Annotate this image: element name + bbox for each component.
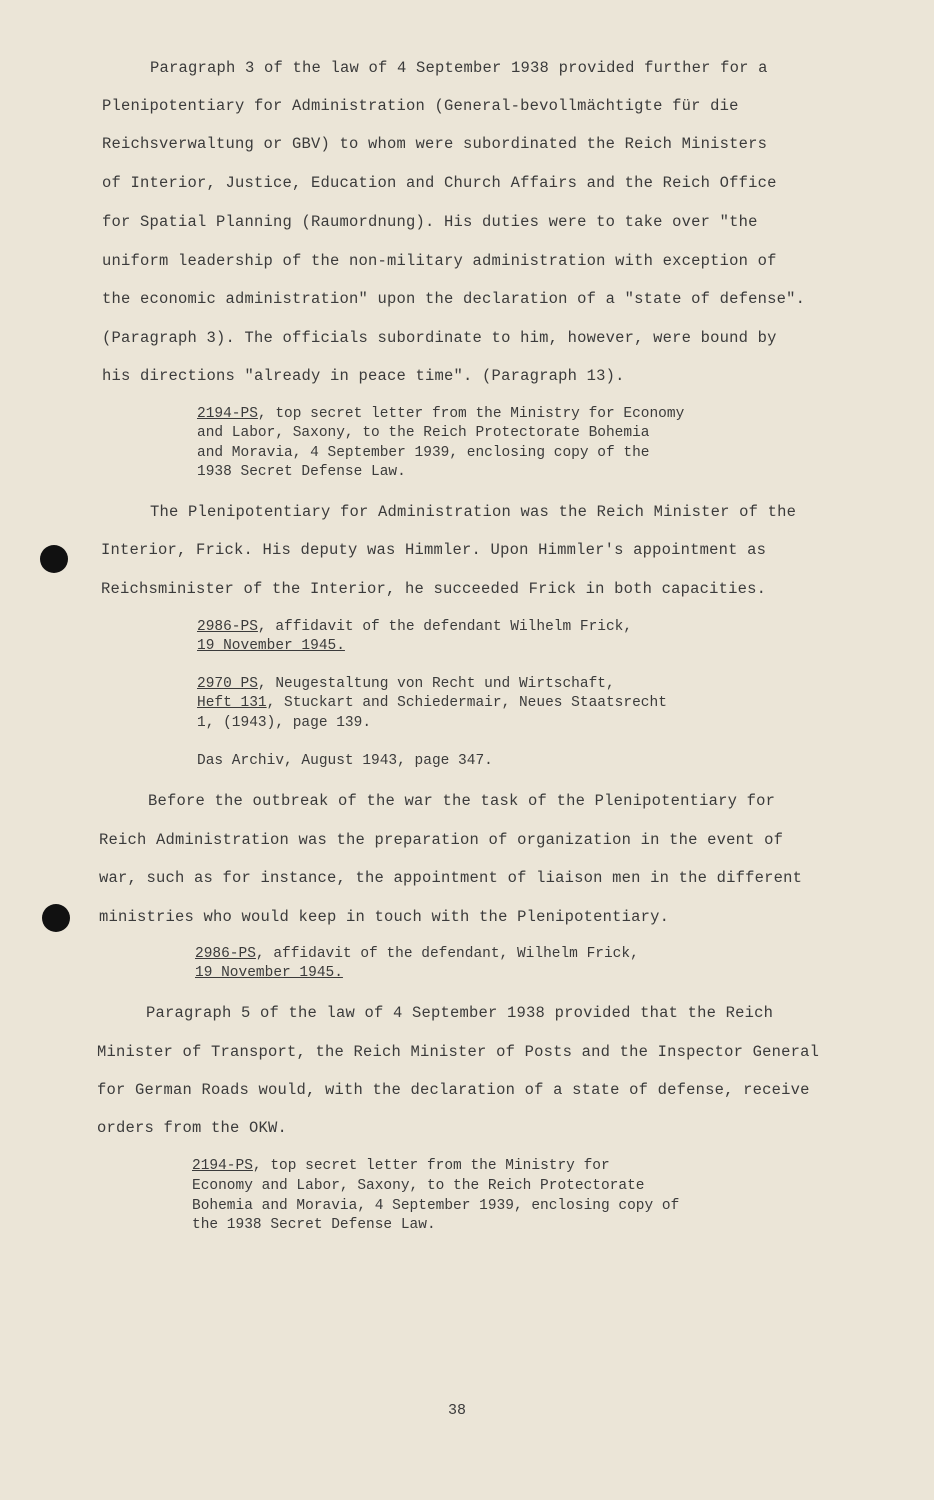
- citation-line: 1, (1943), page 139.: [197, 715, 372, 731]
- paragraph-line: Reichsminister of the Interior, he succeeded Frick in both capacities.: [101, 580, 767, 598]
- citation-line: 2986-PS, affidavit of the defendant Wilhelm Frick,: [197, 619, 633, 635]
- paragraph-line: of Interior, Justice, Education and Church Affairs and the Reich Office: [102, 174, 777, 192]
- paragraph-line: Interior, Frick. His deputy was Himmler. Upon Himmler's appointment as: [101, 541, 767, 559]
- citation-line: 1938 Secret Defense Law.: [197, 464, 406, 480]
- document-reference: 2986-PS: [195, 946, 256, 962]
- paragraph-line: for German Roads would, with the declaration of a state of defense, receive: [97, 1081, 810, 1099]
- citation-line: and Moravia, 4 September 1939, enclosing copy of the: [197, 445, 650, 461]
- paragraph-line: The Plenipotentiary for Administration was the Reich Minister of the: [150, 503, 797, 521]
- citation-line: 2194-PS, top secret letter from the Ministry for: [192, 1158, 610, 1174]
- citation-line: 2970 PS, Neugestaltung von Recht und Wirtschaft,: [197, 676, 615, 692]
- paragraph-line: Before the outbreak of the war the task of the Plenipotentiary for: [148, 792, 776, 810]
- citation-line: 2194-PS, top secret letter from the Ministry for Economy: [197, 406, 685, 422]
- paragraph-line: uniform leadership of the non-military administration with exception of: [102, 252, 777, 270]
- document-reference: 2194-PS: [197, 406, 258, 422]
- paragraph-line: for Spatial Planning (Raumordnung). His duties were to take over "the: [102, 213, 758, 231]
- paragraph-line: (Paragraph 3). The officials subordinate to him, however, were bound by: [102, 329, 777, 347]
- paragraph-line: Paragraph 5 of the law of 4 September 1938 provided that the Reich: [146, 1004, 774, 1022]
- paragraph-line: orders from the OKW.: [97, 1119, 288, 1137]
- citation-line: Das Archiv, August 1943, page 347.: [197, 753, 493, 769]
- citation-line: Heft 131, Stuckart and Schiedermair, Neues Staatsrecht: [197, 695, 667, 711]
- punch-hole-top: [40, 545, 68, 573]
- page-number: 38: [448, 1402, 467, 1419]
- document-reference: 2194-PS: [192, 1158, 253, 1174]
- paragraph-line: Plenipotentiary for Administration (General-bevollmächtigte für die: [102, 97, 739, 115]
- citation-line: 2986-PS, affidavit of the defendant, Wilhelm Frick,: [195, 946, 639, 962]
- paragraph-line: the economic administration" upon the declaration of a "state of defense".: [102, 290, 806, 308]
- paragraph-line: his directions "already in peace time". (Paragraph 13).: [102, 367, 625, 385]
- punch-hole-bottom: [42, 904, 70, 932]
- citation-line: 19 November 1945.: [197, 638, 345, 654]
- document-reference: 2986-PS: [197, 619, 258, 635]
- citation-line: the 1938 Secret Defense Law.: [192, 1217, 436, 1233]
- paragraph-line: Reichsverwaltung or GBV) to whom were subordinated the Reich Ministers: [102, 135, 768, 153]
- paragraph-line: war, such as for instance, the appointment of liaison men in the different: [99, 869, 803, 887]
- citation-line: and Labor, Saxony, to the Reich Protectorate Bohemia: [197, 425, 650, 441]
- citation-line: Bohemia and Moravia, 4 September 1939, enclosing copy of: [192, 1198, 680, 1214]
- paragraph-line: Reich Administration was the preparation of organization in the event of: [99, 831, 784, 849]
- paragraph-line: Minister of Transport, the Reich Minister of Posts and the Inspector General: [97, 1043, 820, 1061]
- citation-line: 19 November 1945.: [195, 965, 343, 981]
- citation-line: Economy and Labor, Saxony, to the Reich Protectorate: [192, 1178, 645, 1194]
- document-reference: 2970 PS: [197, 676, 258, 692]
- paragraph-line: Paragraph 3 of the law of 4 September 1938 provided further for a: [150, 59, 768, 77]
- paragraph-line: ministries who would keep in touch with the Plenipotentiary.: [99, 908, 670, 926]
